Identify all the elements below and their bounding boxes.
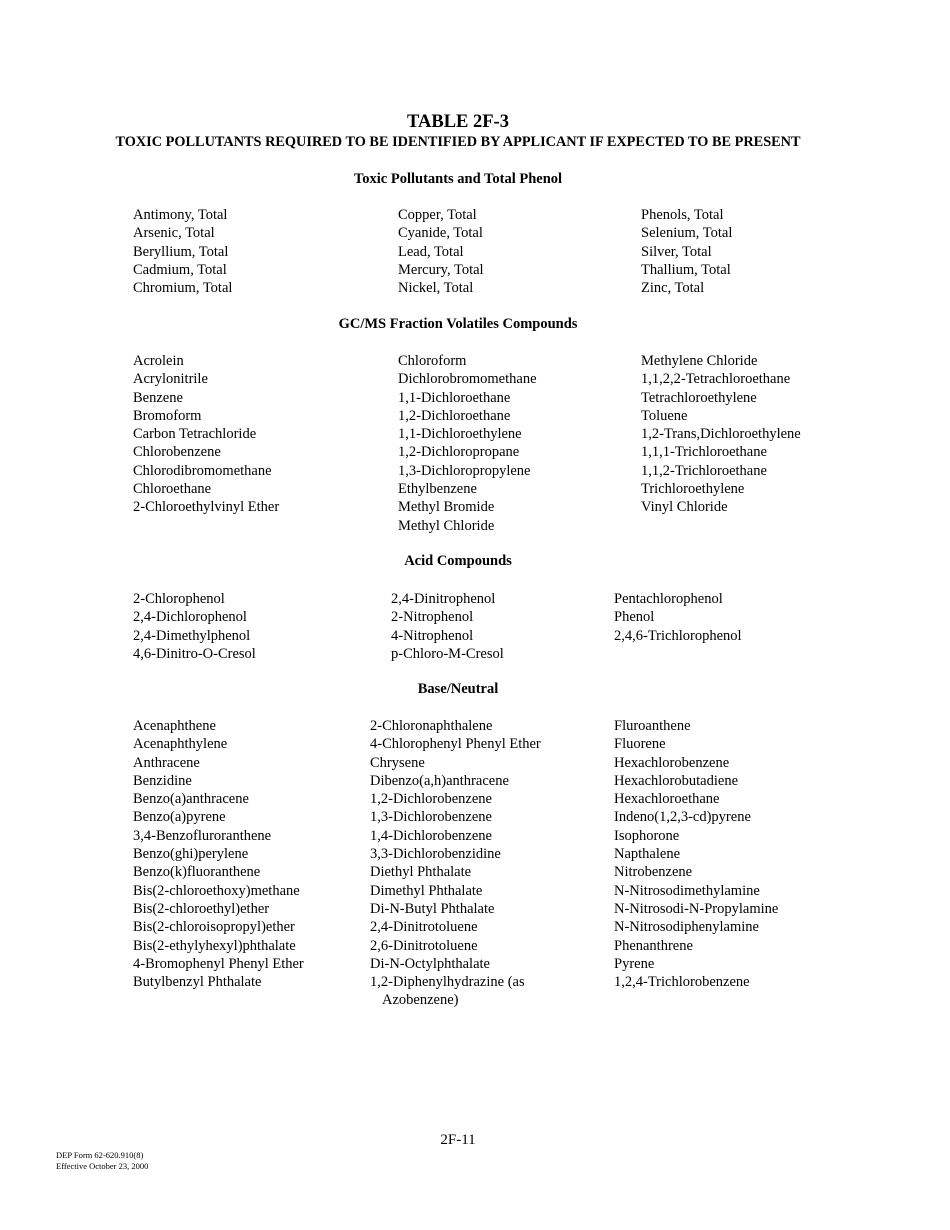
list-item: Acenaphthene: [133, 718, 216, 734]
list-item: Indeno(1,2,3-cd)pyrene: [614, 809, 751, 826]
list-item: Pentachlorophenol: [614, 591, 723, 607]
list-item: 2,4-Dimethylphenol: [133, 627, 251, 644]
list-item: Methyl Bromide: [398, 499, 495, 516]
list-item: Bromoform: [133, 407, 202, 424]
list-item: Cyanide, Total: [398, 225, 483, 242]
page-number: 2F-11: [440, 1132, 476, 1148]
toxic-col2: [398, 206, 484, 297]
effective-date: Effective October 23, 2000: [56, 1161, 149, 1171]
list-item: Di-N-Butyl Phthalate: [370, 900, 495, 917]
list-item: 4-Bromophenyl Phenyl Ether: [133, 955, 304, 972]
list-item: Nitrobenzene: [614, 864, 693, 881]
list-item: Anthracene: [133, 754, 200, 771]
list-item: 2-Chlorophenol: [133, 591, 225, 607]
list-item: Silver, Total: [641, 243, 712, 260]
list-item: Hexachlorobenzene: [614, 754, 730, 771]
list-item: Cadmium, Total: [133, 261, 227, 278]
list-item: Isophorone: [614, 827, 680, 844]
form-number: DEP Form 62-620.910(8): [56, 1150, 144, 1160]
list-item: 1,1-Dichloroethane: [398, 389, 511, 406]
list-item: 1,2-Dichlorobenzene: [370, 791, 492, 808]
list-item: Antimony, Total: [133, 207, 228, 223]
list-item: 1,2,4-Trichlorobenzene: [614, 974, 750, 991]
list-item: Chloroform: [398, 353, 467, 369]
list-item: Carbon Tetrachloride: [133, 426, 257, 443]
list-item: Zinc, Total: [641, 280, 705, 297]
list-item: Bis(2-chloroethyl)ether: [133, 900, 270, 917]
list-item: Pyrene: [614, 955, 655, 972]
list-item: 1,2-Dichloropropane: [398, 444, 520, 461]
list-item: Fluroanthene: [614, 718, 691, 734]
list-item: 1,4-Dichlorobenzene: [370, 827, 492, 844]
list-item: 1,1,1-Trichloroethane: [641, 444, 767, 461]
list-item: 1,2-Dichloroethane: [398, 407, 511, 424]
list-item: Acenaphthylene: [133, 736, 228, 753]
list-item: Chlorobenzene: [133, 444, 221, 461]
list-item: Methyl Chloride: [398, 517, 495, 534]
list-item: N-Nitrosodimethylamine: [614, 882, 760, 899]
volatiles-col3: [641, 352, 801, 517]
form-footer: [56, 1150, 148, 1172]
list-item: 4,6-Dinitro-O-Cresol: [133, 645, 256, 662]
list-item: Acrylonitrile: [133, 371, 208, 388]
list-item: Hexachloroethane: [614, 791, 720, 808]
list-item: p-Chloro-M-Cresol: [391, 645, 504, 662]
section-heading-toxic: Toxic Pollutants and Total Phenol: [353, 171, 563, 187]
list-item: Arsenic, Total: [133, 225, 215, 242]
list-item: 1,2-Trans,Dichloroethylene: [641, 426, 801, 443]
list-item: 2,4-Dinitrophenol: [391, 591, 496, 607]
list-item: Dimethyl Phthalate: [370, 882, 483, 899]
list-item: 2,6-Dinitrotoluene: [370, 937, 478, 954]
list-item: Nickel, Total: [398, 280, 474, 297]
list-item: Benzo(k)fluoranthene: [133, 864, 261, 881]
list-item: Copper, Total: [398, 207, 477, 223]
list-item: Phenanthrene: [614, 937, 693, 954]
list-item: 3,4-Benzofluroranthene: [133, 827, 272, 844]
acid-col2: [391, 590, 504, 663]
table-title: TABLE 2F-3: [407, 112, 509, 132]
list-item: Butylbenzyl Phthalate: [133, 974, 262, 991]
list-item: 2-Chloronaphthalene: [370, 718, 493, 734]
list-item: Lead, Total: [398, 243, 464, 260]
list-item: 2,4-Dinitrotoluene: [370, 919, 478, 936]
list-item: Diethyl Phthalate: [370, 864, 472, 881]
list-item: Chloroethane: [133, 481, 212, 498]
list-item: Hexachlorobutadiene: [614, 772, 739, 789]
list-item: Dichlorobromomethane: [398, 371, 537, 388]
list-item: 4-Chlorophenyl Phenyl Ether: [370, 736, 541, 753]
list-item: Phenol: [614, 609, 655, 626]
list-item: Chromium, Total: [133, 280, 233, 297]
list-item: Chlorodibromomethane: [133, 462, 272, 479]
list-item: Thallium, Total: [641, 261, 731, 278]
list-item: 3,3-Dichlorobenzidine: [370, 846, 501, 863]
toxic-col3: [641, 206, 732, 297]
list-item: Bis(2-chloroisopropyl)ether: [133, 919, 295, 936]
list-item: 1,3-Dichlorobenzene: [370, 809, 492, 826]
acid-col1: [133, 590, 256, 663]
list-item: Toluene: [641, 407, 688, 424]
list-item: 2,4,6-Trichlorophenol: [614, 627, 742, 644]
list-item: Methylene Chloride: [641, 353, 758, 369]
list-item: Fluorene: [614, 736, 666, 753]
list-item: Azobenzene): [382, 992, 459, 1009]
acid-col3: [614, 590, 742, 645]
section-heading-volatiles: GC/MS Fraction Volatiles Compounds: [338, 316, 578, 332]
table-subtitle: TOXIC POLLUTANTS REQUIRED TO BE IDENTIFIED BY APPLICANT IF EXPECTED TO BE PRESENT: [115, 134, 801, 150]
list-item: 1,1-Dichloroethylene: [398, 426, 522, 443]
volatiles-col2: [398, 352, 537, 535]
section-heading-acid: Acid Compounds: [404, 553, 512, 569]
list-item: Bis(2-ethylyhexyl)phthalate: [133, 937, 296, 954]
list-item: 1,1,2-Trichloroethane: [641, 462, 767, 479]
list-item: Benzidine: [133, 772, 192, 789]
list-item: 2-Nitrophenol: [391, 609, 474, 626]
list-item: Selenium, Total: [641, 225, 733, 242]
list-item: Acrolein: [133, 353, 184, 369]
base-col2: [370, 717, 541, 1010]
list-item: 1,3-Dichloropropylene: [398, 462, 531, 479]
list-item: Chrysene: [370, 754, 425, 771]
list-item: 1,2-Diphenylhydrazine (as: [370, 974, 525, 991]
base-col3: [614, 717, 778, 991]
list-item: Mercury, Total: [398, 261, 484, 278]
list-item: Benzo(a)anthracene: [133, 791, 249, 808]
list-item: Benzo(ghi)perylene: [133, 846, 249, 863]
list-item: Di-N-Octylphthalate: [370, 955, 490, 972]
list-item: Phenols, Total: [641, 207, 724, 223]
section-heading-base: Base/Neutral: [417, 681, 499, 697]
list-item: 1,1,2,2-Tetrachloroethane: [641, 371, 791, 388]
list-item: 2-Chloroethylvinyl Ether: [133, 499, 280, 516]
list-item: Dibenzo(a,h)anthracene: [370, 772, 509, 789]
list-item: 2,4-Dichlorophenol: [133, 609, 247, 626]
list-item: Benzene: [133, 389, 183, 406]
volatiles-col1: [133, 352, 279, 517]
toxic-col1: [133, 206, 232, 297]
list-item: Bis(2-chloroethoxy)methane: [133, 882, 300, 899]
list-item: N-Nitrosodi-N-Propylamine: [614, 900, 779, 917]
list-item: Ethylbenzene: [398, 481, 477, 498]
list-item: Tetrachloroethylene: [641, 389, 757, 406]
list-item: Vinyl Chloride: [641, 499, 728, 516]
list-item: 4-Nitrophenol: [391, 627, 474, 644]
list-item: Trichloroethylene: [641, 481, 745, 498]
list-item: Beryllium, Total: [133, 243, 229, 260]
base-col1: [133, 717, 304, 991]
list-item: Napthalene: [614, 846, 681, 863]
list-item: N-Nitrosodiphenylamine: [614, 919, 759, 936]
list-item: Benzo(a)pyrene: [133, 809, 226, 826]
